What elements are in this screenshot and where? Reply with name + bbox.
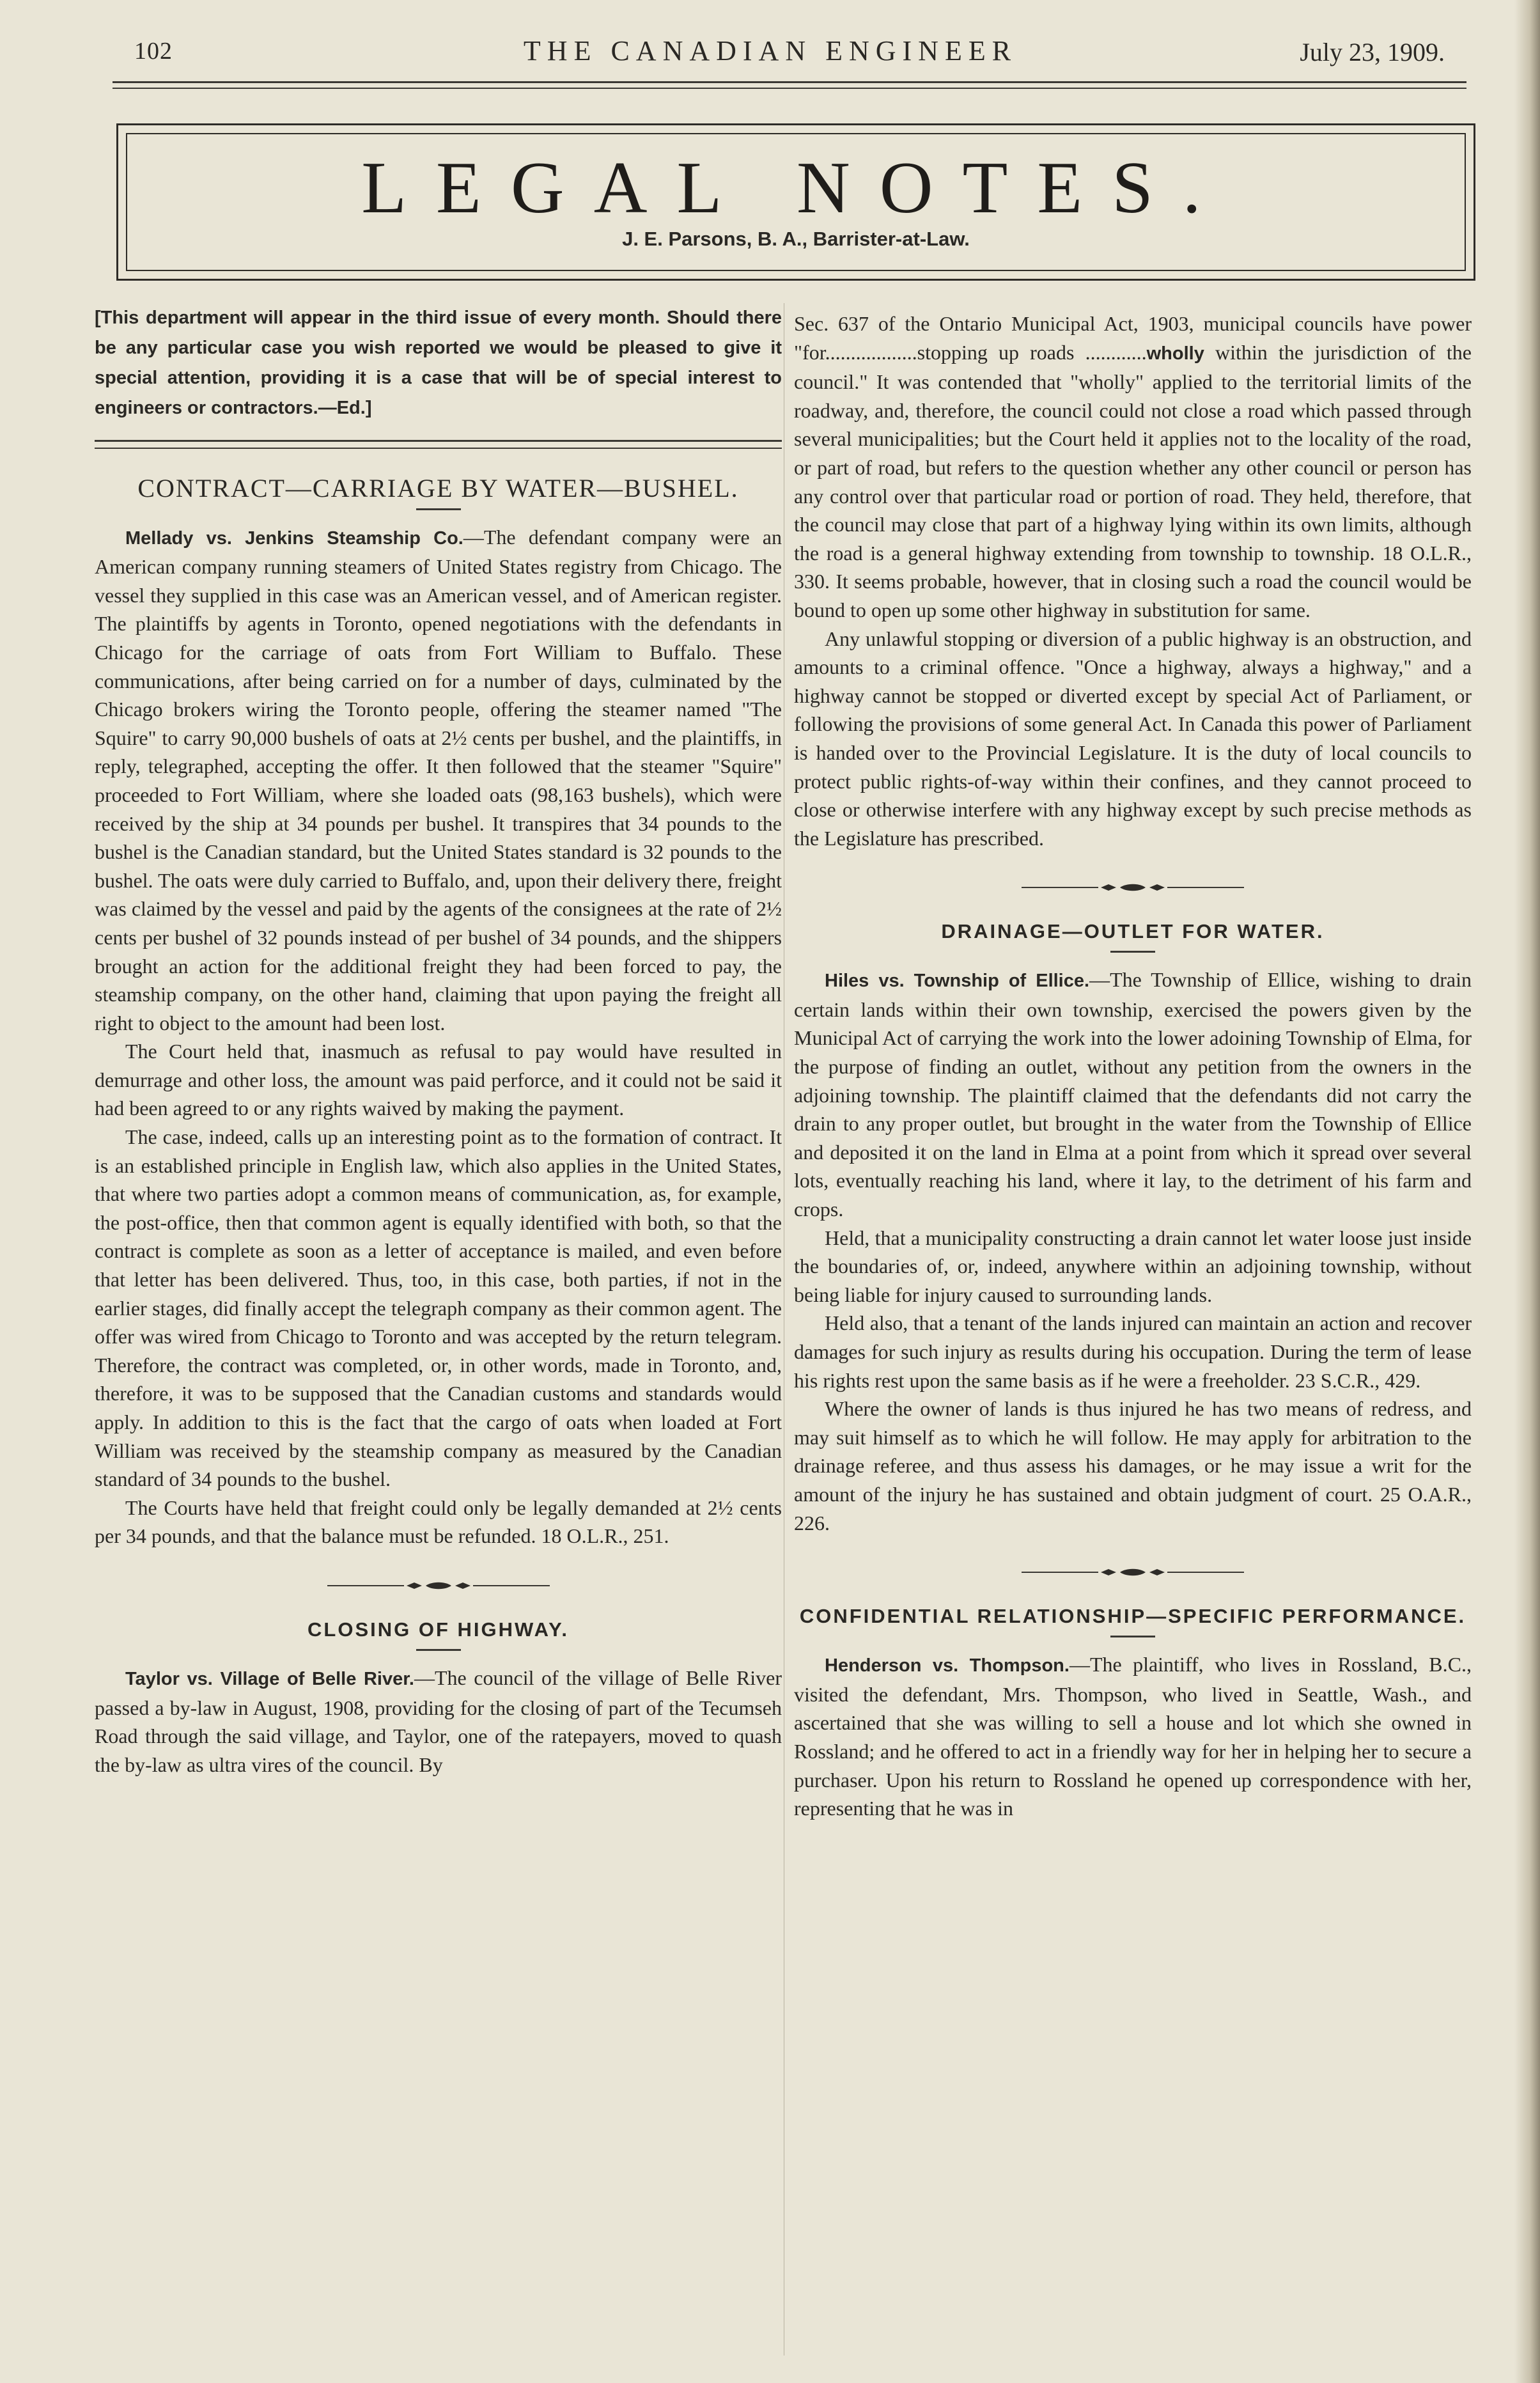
- ornament-glyph: [1101, 1568, 1165, 1577]
- paragraph: Held also, that a tenant of the lands injured can maintain an action and recover damages for such injury as results during his occupation. During the term of lease his rights rest upon the same basis as if he were a freeholder. 23 S.C.R., 429.: [794, 1311, 1472, 1392]
- journal-title: THE CANADIAN ENGINEER: [523, 35, 1018, 66]
- ornament-line: [1022, 1572, 1098, 1573]
- paragraph: The case, indeed, calls up an interesting point as to the formation of contract. It is an established principle in English law, which also applies in the United States, that where two parties adopt a common means of communication, as, for example, the post-office, then that common agent is equally identified with both, so that the contract is complete as soon as a letter of acceptance is mailed, and even before that letter has been delivered. Thus, too, in this case, both parties, if not in the earlier stages, did finally accept the telegraph company as their common agent. The offer was wired from Chicago to Toronto and was accepted by the return telegram. Therefore, the contract was completed, or, in other words, made in Toronto, and, therefore, it was to be supposed that the Canadian customs and standards would apply. In addition to this is the fact that the cargo of oats when loaded at Fort William was received by the steamship company as measured by the Canadian standard of 34 pounds to the bushel.: [95, 1125, 782, 1491]
- section-ornament: [95, 1581, 782, 1590]
- double-rule: [95, 440, 782, 449]
- case-name: Taylor vs. Village of Belle River.: [125, 1668, 414, 1689]
- bold-word: wholly: [1146, 343, 1204, 364]
- paragraph: Where the owner of lands is thus injured he has two means of redress, and may suit himself as to which he will follow. He may apply for arbitration to the drainage referee, and thus assess his damages, or he may issue a writ for the amount of the injury he has sustained and obtain judgment of court. 25 O.A.R., 226.: [794, 1397, 1472, 1535]
- heading-rule: [1110, 951, 1155, 953]
- heading-rule: [416, 1649, 461, 1651]
- paragraph: Any unlawful stopping or diversion of a public highway is an obstruction, and amounts to a criminal offence. "Once a highway, always a highway," and a highway cannot be stopped or diverted except by special Act of Parliament, or following the provisions of some general Act. In Canada this power of Parliament is handed over to the Provincial Legislature. It is the duty of local councils to protect public rights-of-way within their confines, and they cannot proceed to close or otherwise interfere with any highway except by such precise methods as the Legislature has prescribed.: [794, 627, 1472, 850]
- ornament-line: [327, 1585, 404, 1586]
- page-number: 102: [134, 38, 173, 65]
- author-byline: J. E. Parsons, B. A., Barrister-at-Law.: [622, 228, 970, 250]
- heading-rule: [1110, 1636, 1155, 1637]
- ornament-glyph: [1101, 883, 1165, 892]
- paragraph-text: —The plaintiff, who lives in Rossland, B.C., visited the defendant, Mrs. Thompson, who lived in Seattle, Wash., and ascertained that she was willing to sell a house and lot which she owned in Rossland; and he offered to act in a friendly way for her in helping her to secure a purchaser. Upon his return to Rossland he opened up correspondence with her, representing that he was in: [794, 1653, 1472, 1820]
- ornament-line: [1167, 887, 1244, 888]
- section-heading-contract: CONTRACT—CARRIAGE BY WATER—BUSHEL.: [137, 474, 739, 503]
- editorial-note: [This department will appear in the third issue of every month. Should there be any particular case you wish reported we would be pleased to give it special attention, providing it is a case that will be of special interest to engineers or contractors.—Ed.]: [95, 308, 782, 418]
- right-column: [794, 309, 1472, 1823]
- page-title: LEGAL NOTES.: [361, 147, 1231, 229]
- title-box: [116, 123, 1475, 281]
- case-name: Hiles vs. Township of Ellice.: [825, 971, 1090, 992]
- section-ornament: [794, 883, 1472, 892]
- case-name: Henderson vs. Thompson.: [825, 1655, 1069, 1676]
- section-heading-highway: CLOSING OF HIGHWAY.: [307, 1618, 569, 1641]
- running-head: [96, 37, 1445, 69]
- header-rule: [113, 81, 1466, 83]
- ornament-line: [473, 1585, 550, 1586]
- ornament-line: [1167, 1572, 1244, 1573]
- ornament-glyph: [407, 1581, 471, 1590]
- heading-rule: [416, 508, 461, 510]
- paragraph: [95, 523, 782, 1038]
- case-name: Mellady vs. Jenkins Steamship Co.: [125, 527, 463, 549]
- ornament-line: [1022, 887, 1098, 888]
- paragraph: [95, 1664, 782, 1779]
- header-rule-thin: [113, 88, 1466, 89]
- paragraph: [794, 965, 1472, 1223]
- paragraph: [794, 309, 1472, 625]
- page-edge-shadow: [1514, 0, 1540, 2383]
- paragraph: The Court held that, inasmuch as refusal to pay would have resulted in demurrage and other loss, the amount was paid perforce, and it could not be said it had been agreed to or any rights waived by making the payment.: [95, 1040, 782, 1120]
- paragraph: The Courts have held that freight could only be legally demanded at 2½ cents per 34 pounds, and that the balance must be refunded. 18 O.L.R., 251.: [95, 1496, 782, 1548]
- paragraph-text: within the jurisdiction of the council." It was contended that "wholly" applied to the territorial limits of the roadway, and, therefore, the council could not close a road which passed through several municipalities; but the Court held it applies not to the locality of the road, or part of road, but refers to the question whether any other council or person has any control over that particular road or portion of road. They held, therefore, that the council may close that part of a highway lying within its own limits, although the road is a general highway extending from township to township. 18 O.L.R., 330. It seems probable, however, that in closing such a road the council would be bound to open up some other highway in substitution for same.: [794, 340, 1472, 621]
- paragraph-text: —The council of the village of Belle River passed a by-law in August, 1908, providing for the closing of part of the Tecumseh Road through the said village, and Taylor, one of the ratepayers, moved to quash the by-law as ultra vires of the council. By: [95, 1666, 782, 1776]
- section-ornament: [794, 1568, 1472, 1577]
- left-column: [95, 303, 782, 1779]
- paragraph: [794, 1650, 1472, 1823]
- section-heading-drainage: DRAINAGE—OUTLET FOR WATER.: [941, 920, 1325, 943]
- paragraph-text: —The defendant company were an American company running steamers of United States registry from Chicago. The vessel they supplied in this case was an American vessel, and of American register. The plaintiffs by agents in Toronto, opened negotiations with the defendants in Chicago for the carriage of oats from Fort William to Buffalo. These communications, after being carried on for a number of days, culminated by the Chicago brokers wiring the Toronto people, offering the steamer named "The Squire" to carry 90,000 bushels of oats at 2½ cents per bushel, and the plaintiffs, in reply, telegraphed, accepting the offer. It then followed that the steamer "Squire" proceeded to Fort William, where she loaded oats (98,163 bushels), which were received by the ship at 34 pounds per bushel. It transpires that 34 pounds to the bushel is the Canadian standard, but the United States standard is 32 pounds to the bushel. The oats were duly carried to Buffalo, and, upon their delivery there, freight was claimed by the vessel and paid by the agents of the consignees at the rate of 2½ cents per bushel of 32 pounds instead of per bushel of 34 pounds, and the shippers brought an action for the additional freight they had been forced to pay, the steamship company, on the other hand, claiming that upon paying the freight all right to object to the amount had been lost.: [95, 525, 782, 1035]
- paragraph-text: —The Township of Ellice, wishing to drain certain lands within their own township, exercised the powers given by the Municipal Act of carrying the work into the lower adoining Township of Elma, for the purpose of finding an outlet, without any petition from the owners in the adjoining township. The plaintiff claimed that the defendants did not carry the drain to any proper outlet, but brought in the water from the Township of Ellice and deposited it on the land in Elma at a point from which it spread over several lots, eventually reaching his land, where it lay, to the detriment of his farm and crops.: [794, 968, 1472, 1221]
- paragraph: Held, that a municipality constructing a drain cannot let water loose just inside the boundaries of, or, indeed, anywhere within an adjoining township, without being liable for injury caused to surrounding lands.: [794, 1226, 1472, 1306]
- issue-date: July 23, 1909.: [1300, 38, 1445, 66]
- paragraph-text: Sec. 637 of the Ontario Municipal Act, 1903, municipal councils have power "for..................stopping up roads ............: [794, 312, 1472, 364]
- section-heading-confidential: CONFIDENTIAL RELATIONSHIP—SPECIFIC PERFORMANCE.: [799, 1605, 1466, 1628]
